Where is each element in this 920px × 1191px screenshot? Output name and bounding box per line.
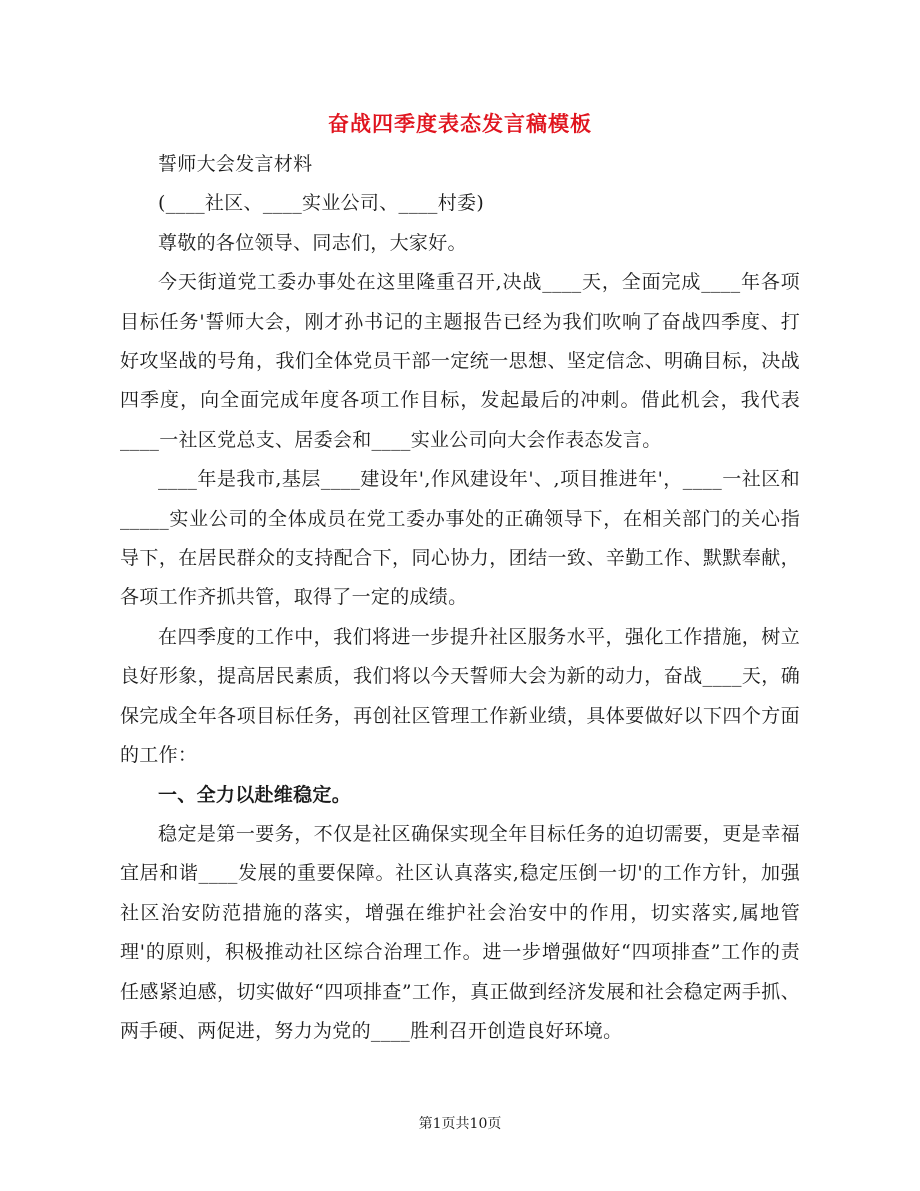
paragraph-organizations: (____社区、____实业公司、____村委) [158, 192, 485, 215]
paragraph-stability: 稳定是第一要务，不仅是社区确保实现全年目标任务的迫切需要，更是幸福宜居和谐____发展的重要保障。社区认真落实,稳定压倒一切'的工作方针，加强社区治安防范措施的落实，增强在维护社会治安中的作用，切实落实,属地管理'的原则，积极推动社区综合治理工作。进一步增强做好“四项排查”工作的责任感紧迫感，切实做好“四项排查”工作，真正做到经济发展和社会稳定两手抓、两手硬、两促进，努力为党的____胜利召开创造良好环境。 [120, 822, 800, 1042]
section-heading-stability: 一、全力以赴维稳定。 [158, 783, 352, 806]
document-title: 奋战四季度表态发言稿模板 [328, 111, 592, 136]
paragraph-subtitle: 誓师大会发言材料 [158, 153, 313, 175]
paragraph-achievements: ____年是我市,基层____建设年',作风建设年'、,项目推进年'，____一社区和_____实业公司的全体成员在党工委办事处的正确领导下，在相关部门的关心指导下，在居民群众的支持配合下，同心协力，团结一致、辛勤工作、默默奉献，各项工作齐抓共管，取得了一定的成绩。 [120, 468, 800, 609]
paragraph-opening: 今天街道党工委办事处在这里隆重召开,决战____天，全面完成____年各项目标任务'誓师大会，刚才孙书记的主题报告已经为我们吹响了奋战四季度、打好攻坚战的号角，我们全体党员干部一定统一思想、坚定信念、明确目标，决战四季度，向全面完成年度各项工作目标，发起最后的冲刺。借此机会，我代表____一社区党总支、居委会和____实业公司向大会作表态发言。 [120, 271, 800, 451]
paragraph-plan: 在四季度的工作中，我们将进一步提升社区服务水平，强化工作措施，树立良好形象，提高居民素质，我们将以今天誓师大会为新的动力，奋战____天，确保完成全年各项目标任务，再创社区管理工作新业绩，具体要做好以下四个方面的工作： [120, 625, 800, 767]
paragraph-greeting: 尊敬的各位领导、同志们，大家好。 [158, 231, 467, 254]
page-number-footer: 第1页共10页 [418, 1116, 502, 1132]
document-body [120, 145, 800, 1051]
